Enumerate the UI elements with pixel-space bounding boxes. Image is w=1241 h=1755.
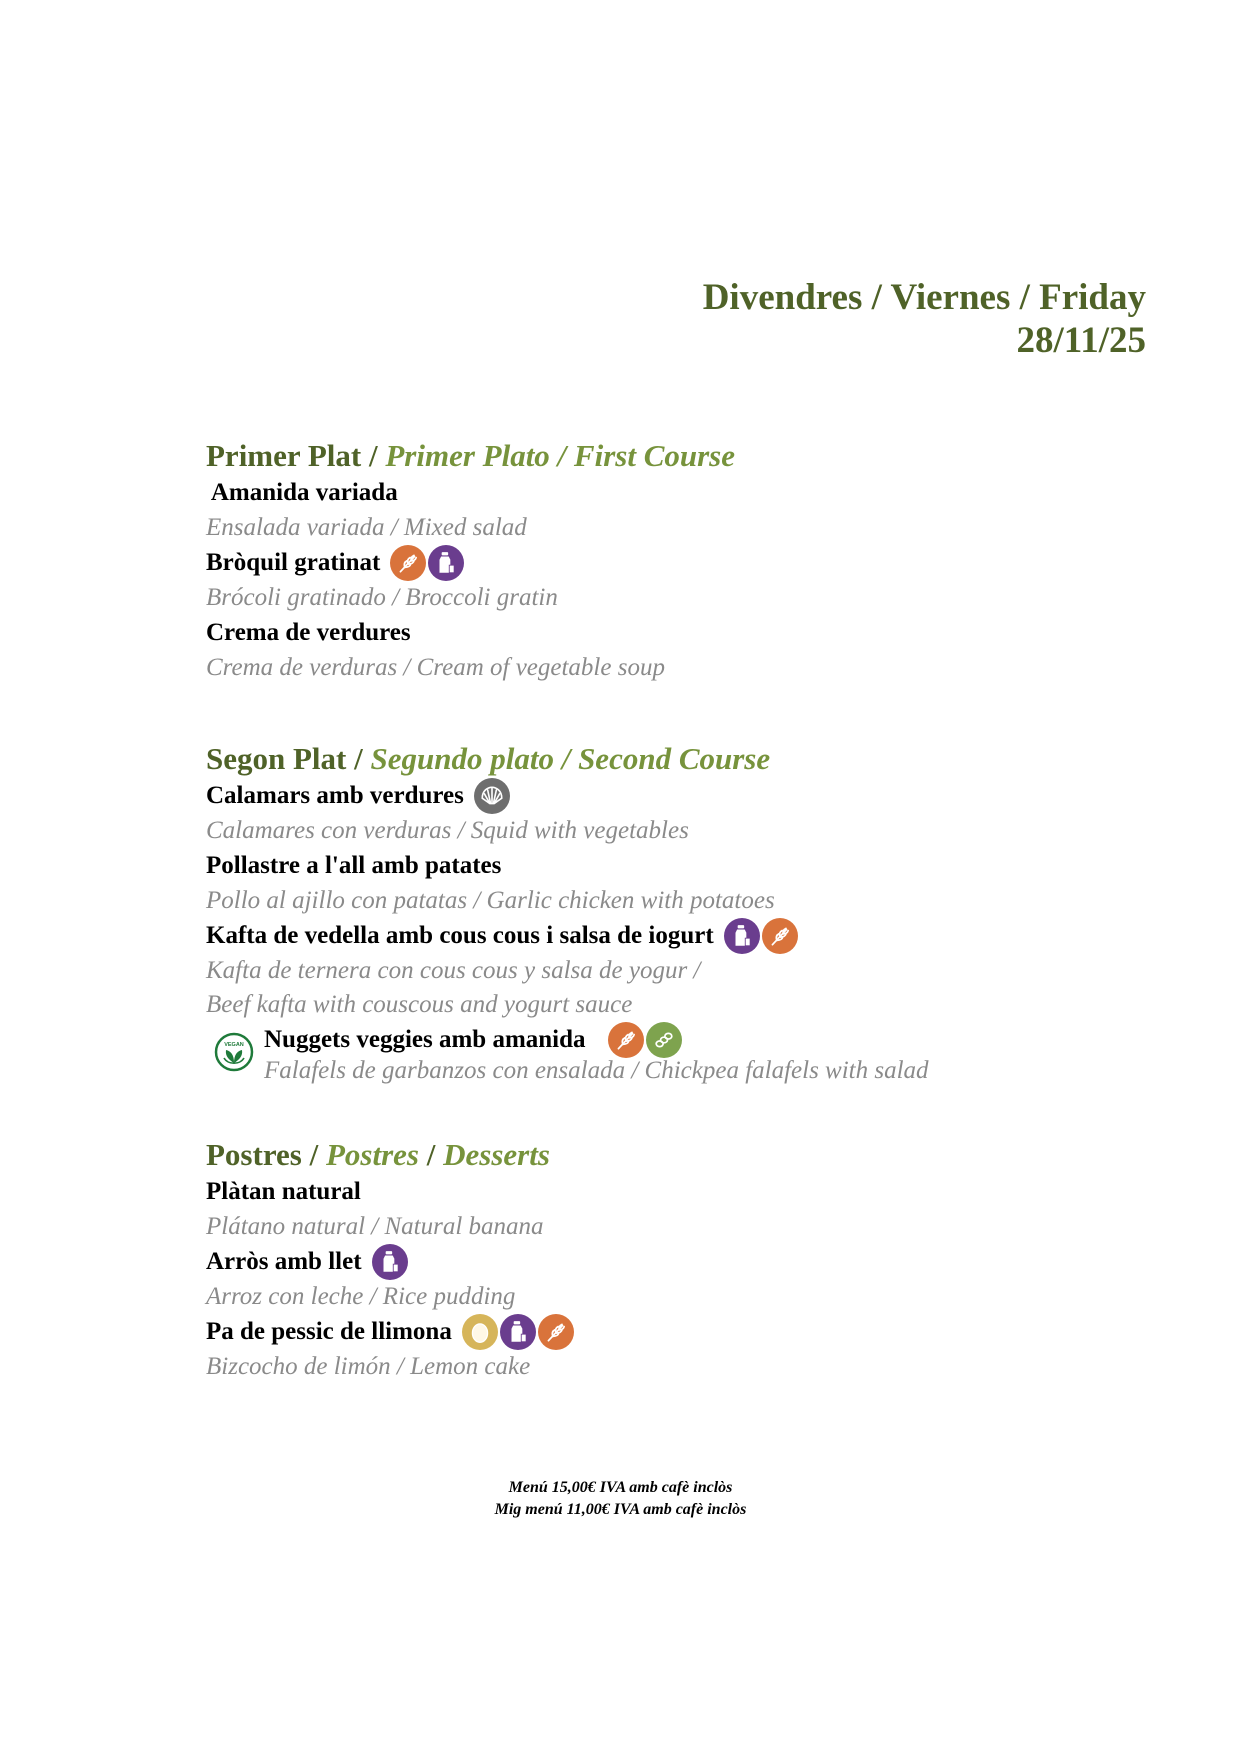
heading-category: Postres xyxy=(206,1137,302,1172)
dish-translation: Falafels de garbanzos con ensalada / Chickpea falafels with salad xyxy=(264,1057,929,1084)
allergen-icons xyxy=(390,545,466,581)
dish-item xyxy=(206,475,735,545)
dish-name: Bròquil gratinat xyxy=(206,545,735,581)
allergen-icons xyxy=(372,1244,410,1280)
dish-name: Nuggets veggies amb amanida xyxy=(264,1022,929,1058)
dish-name: Pa de pessic de llimona xyxy=(206,1314,576,1350)
heading-category: Primer Plat xyxy=(206,438,362,473)
gluten-icon xyxy=(390,545,426,581)
dish-item xyxy=(206,778,929,848)
desserts-section xyxy=(206,1136,576,1384)
egg-icon xyxy=(462,1314,498,1350)
dish-item xyxy=(206,848,929,918)
soy-icon xyxy=(646,1022,682,1058)
allergen-icons xyxy=(474,778,512,814)
dish-translation: Pollo al ajillo con patatas / Garlic chicken with potatoes xyxy=(206,887,775,914)
dish-translation: Calamares con verduras / Squid with vegetables xyxy=(206,817,689,844)
second-course-heading: Segon Plat / Segundo plato / Second Course xyxy=(206,741,771,776)
day-heading: Divendres / Viernes / Friday xyxy=(702,277,1146,318)
desserts-heading: Postres / Postres / Desserts xyxy=(206,1137,550,1172)
gluten-icon xyxy=(538,1314,574,1350)
heading-category: Segon Plat xyxy=(206,741,347,776)
dish-translation: Ensalada variada / Mixed salad xyxy=(206,514,527,541)
dish-translation-cont: Beef kafta with couscous and yogurt sauce xyxy=(206,991,633,1018)
half-menu-price: Mig menú 11,00€ IVA amb cafè inclòs xyxy=(494,1501,747,1518)
dish-translation: Brócoli gratinado / Broccoli gratin xyxy=(206,584,558,611)
dish-name: Kafta de vedella amb cous cous i salsa de iogurt xyxy=(206,918,929,954)
allergen-icons xyxy=(462,1314,576,1350)
dish-translation: Crema de verduras / Cream of vegetable soup xyxy=(206,654,665,681)
first-course-section xyxy=(206,437,735,685)
dish-item xyxy=(206,1244,576,1314)
milk-icon xyxy=(428,545,464,581)
dish-translation: Plátano natural / Natural banana xyxy=(206,1213,544,1240)
allergen-icons xyxy=(608,1022,684,1058)
dish-item xyxy=(224,1022,929,1088)
dish-item xyxy=(206,545,735,615)
dish-translation: Bizcocho de limón / Lemon cake xyxy=(206,1353,531,1380)
heading-en: Desserts xyxy=(443,1137,550,1172)
allergen-icons xyxy=(724,918,800,954)
dish-name: Arròs amb llet xyxy=(206,1244,576,1280)
dish-name: Amanida variada xyxy=(206,479,398,506)
dish-item xyxy=(206,918,929,1022)
gluten-icon xyxy=(762,918,798,954)
dish-item xyxy=(206,615,735,685)
vegan-badge-icon xyxy=(214,1032,254,1072)
milk-icon xyxy=(724,918,760,954)
milk-icon xyxy=(372,1244,408,1280)
date-block xyxy=(703,276,1146,362)
dish-item xyxy=(206,1314,576,1384)
dish-name: Crema de verdures xyxy=(206,619,411,646)
gluten-icon xyxy=(608,1022,644,1058)
heading-translations: Primer Plato / First Course xyxy=(385,438,736,473)
heading-es: Postres xyxy=(325,1137,419,1172)
dish-item xyxy=(206,1174,576,1244)
first-course-heading: Primer Plat / Primer Plato / First Course xyxy=(206,438,736,473)
milk-icon xyxy=(500,1314,536,1350)
vegan-badge-text: VEGAN xyxy=(224,1042,244,1048)
dish-name: Pollastre a l'all amb patates xyxy=(206,852,502,879)
price-footer xyxy=(0,1477,1241,1521)
dish-translation: Kafta de ternera con cous cous y salsa de yogur / xyxy=(206,957,701,984)
dish-name: Calamars amb verdures xyxy=(206,778,929,814)
date-heading: 28/11/25 xyxy=(1016,320,1146,361)
second-course-section xyxy=(206,740,929,1088)
heading-translations: Segundo plato / Second Course xyxy=(370,741,771,776)
dish-name: Plàtan natural xyxy=(206,1178,361,1205)
dish-translation: Arroz con leche / Rice pudding xyxy=(206,1283,516,1310)
mollusc-icon xyxy=(474,778,510,814)
menu-price: Menú 15,00€ IVA amb cafè inclòs xyxy=(508,1479,733,1496)
